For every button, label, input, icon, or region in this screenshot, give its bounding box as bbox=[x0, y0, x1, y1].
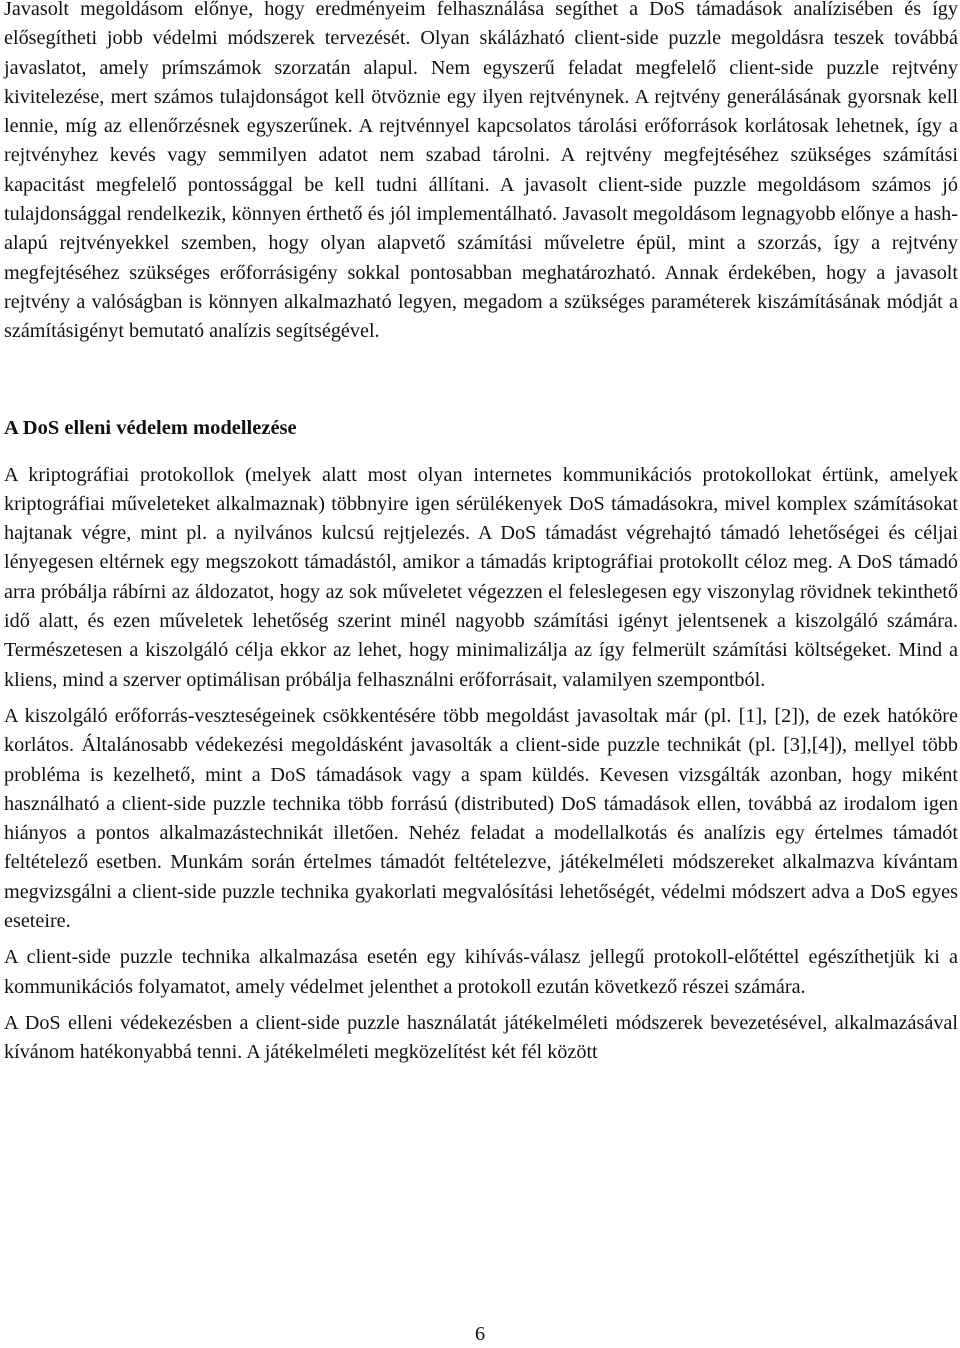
section-heading: A DoS elleni védelem modellezése bbox=[4, 416, 297, 439]
page-number: 6 bbox=[474, 1323, 486, 1345]
body-paragraph-1: A kriptográfiai protokollok (melyek alatt most olyan internetes kommunikációs protokollokat értünk, amelyek kriptográfiai műveleteket alkalmaznak) többnyire igen sérülékenyek DoS támadásokra, mivel komplex számításokat hajtanak végre, mint pl. a nyilvános kulcsú rejtjelezés. A DoS támadást végrehajtó támadó lehetőségei és céljai lényegesen eltérnek egy megszokott támadástól, amikor a támadás kriptográfiai protokollt céloz meg. A DoS támadó arra próbálja rábírni az áldozatot, hogy az sok műveletet végezzen el feleslegesen egy viszonylag rövidnek tekinthető idő alatt, és ezen műveletek lehetőség szerint minél nagyobb számítási igényt jelentsenek a kiszolgáló számára. Természetesen a kiszolgáló célja ekkor az lehet, hogy minimalizálja az így felmerült számítási költségeket. Mind a kliens, mind a szerver optimálisan próbálja felhasználni erőforrásait, valamilyen szempontból. bbox=[4, 463, 958, 691]
intro-paragraph: Javasolt megoldásom előnye, hogy eredményeim felhasználása segíthet a DoS támadások analízisében és így elősegítheti jobb védelmi módszerek tervezését. Olyan skálázható client-side puzzle megoldásra teszek továbbá javaslatot, amely prímszámok szorzatán alapul. Nem egyszerű feladat megfelelő client-side puzzle rejtvény kivitelezése, mert számos tulajdonságot kell ötvöznie egy ilyen rejtvénynek. A rejtvény generálásának gyorsnak kell lennie, míg az ellenőrzésnek egyszerűnek. A rejtvénnyel kapcsolatos tárolási erőforrások korlátosak lehetnek, így a rejtvényhez kevés vagy semmilyen adatot nem szabad tárolni. A rejtvény megfejtéséhez szükséges számítási kapacitást megfelelő pontossággal be kell tudni állítani. A javasolt client-side puzzle megoldásom számos jó tulajdonsággal rendelkezik, könnyen érthető és jól implementálható. Javasolt megoldásom legnagyobb előnye a hash-alapú rejtvényekkel szemben, hogy olyan alapvető számítási műveletre épül, mint a szorzás, így a rejtvény megfejtéséhez szükséges erőforrásigény sokkal pontosabban meghatározható. Annak érdekében, hogy a javasolt rejtvény a valóságban is könnyen alkalmazható legyen, megadom a szükséges paraméterek kiszámításának módját a számításigényt bemutató analízis segítségével. bbox=[4, 0, 958, 343]
body-paragraph-3: A client-side puzzle technika alkalmazása esetén egy kihívás-válasz jellegű protokoll-előtéttel egészíthetjük ki a kommunikációs folyamatot, amely védelmet jelenthet a protokoll ezután következő részei számára. bbox=[4, 946, 958, 998]
body-paragraph-4: A DoS elleni védekezésben a client-side puzzle használatát játékelméleti módszerek bevezetésével, alkalmazásával kívánom hatékonyabbá tenni. A játékelméleti megközelítést két fél között bbox=[4, 1011, 958, 1064]
body-paragraph-2: A kiszolgáló erőforrás-veszteségeinek csökkentésére több megoldást javasoltak már (pl. [1], [2]), de ezek hatóköre korlátos. Általánosabb védekezési megoldásként javasolták a client-side puzzle technikát (pl. [3],[4]), mellyel több probléma is kezelhető, mint a DoS támadások vagy a spam küldés. Kevesen vizsgálták azonban, hogy miként használható a client-side puzzle technika több forrású (distributed) DoS támadások ellen, továbbá az irodalom igen hiányos a pontos alkalmazástechnikát illetően. Nehéz feladat a modellalkotás és analízis egy értelmes támadót feltételező esetben. Munkám során értelmes támadót feltételezve, játékelméleti módszereket alkalmazva kívántam megvizsgálni a client-side puzzle technika gyakorlati megvalósítási lehetőségét, védelmi módszert adva a DoS egyes eseteire. bbox=[4, 704, 958, 933]
